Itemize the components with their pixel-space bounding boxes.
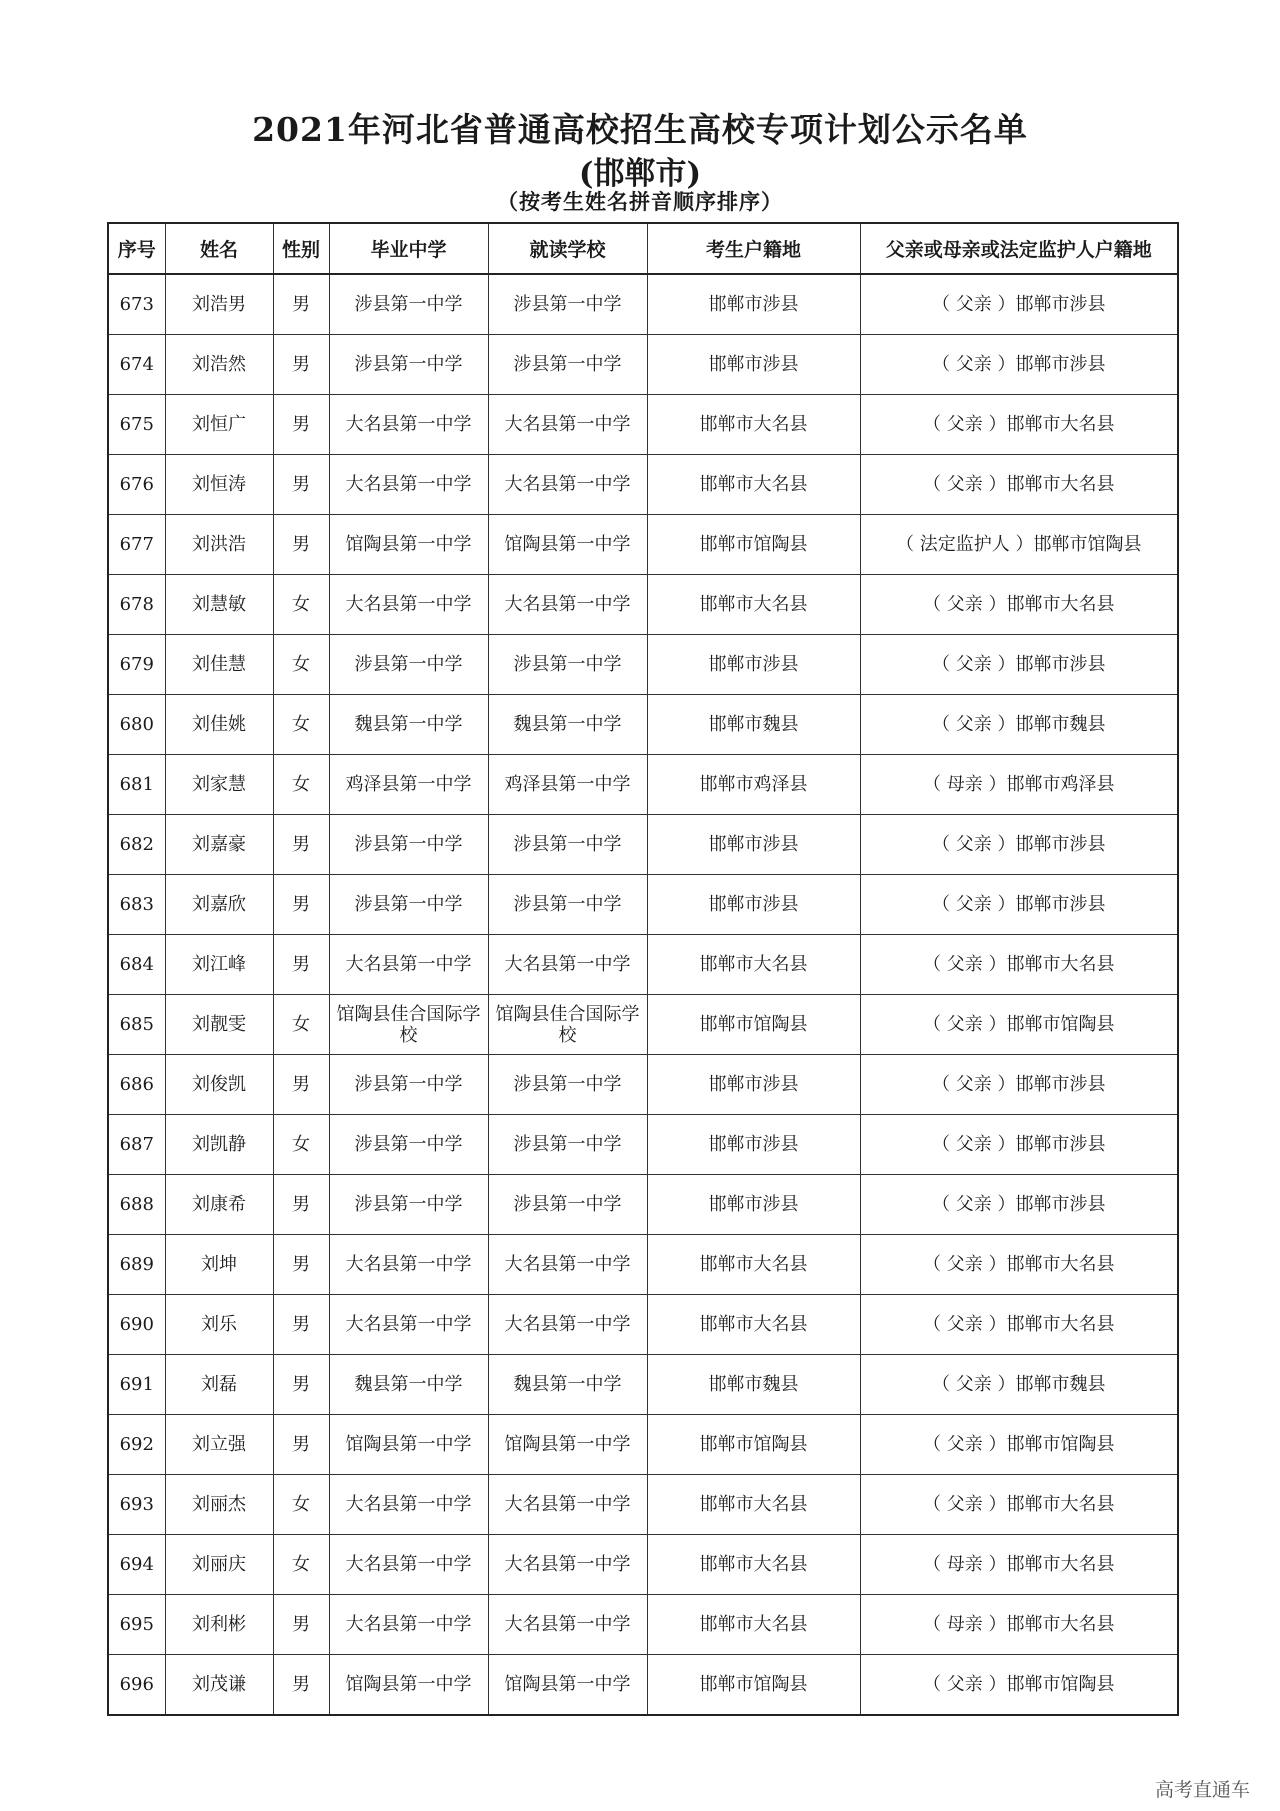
graduated-school-cell: 大名县第一中学: [329, 455, 488, 515]
gender-cell: 男: [273, 1055, 329, 1115]
graduated-school-cell: 魏县第一中学: [329, 695, 488, 755]
table-row: [108, 695, 1178, 755]
guardian-residence-cell: （ 母亲 ）邯郸市鸡泽县: [860, 755, 1178, 815]
current-school-cell: 大名县第一中学: [488, 395, 647, 455]
name-cell: 刘靓雯: [165, 995, 273, 1055]
serial-cell: 679: [108, 635, 165, 695]
student-residence-cell: 邯郸市馆陶县: [647, 1415, 860, 1475]
name-cell: 刘磊: [165, 1355, 273, 1415]
student-residence-cell: 邯郸市涉县: [647, 1175, 860, 1235]
name-cell: 刘浩男: [165, 274, 273, 335]
gender-cell: 女: [273, 995, 329, 1055]
table-row: [108, 1535, 1178, 1595]
graduated-school-cell: 涉县第一中学: [329, 875, 488, 935]
table-row: [108, 1115, 1178, 1175]
graduated-school-cell: 大名县第一中学: [329, 1535, 488, 1595]
student-residence-cell: 邯郸市魏县: [647, 1355, 860, 1415]
serial-cell: 690: [108, 1295, 165, 1355]
name-cell: 刘丽杰: [165, 1475, 273, 1535]
name-cell: 刘利彬: [165, 1595, 273, 1655]
name-cell: 刘江峰: [165, 935, 273, 995]
header-guardian-residence: 父亲或母亲或法定监护人户籍地: [860, 223, 1178, 274]
guardian-residence-cell: （ 父亲 ）邯郸市馆陶县: [860, 1655, 1178, 1716]
student-residence-cell: 邯郸市涉县: [647, 1055, 860, 1115]
serial-cell: 688: [108, 1175, 165, 1235]
current-school-cell: 大名县第一中学: [488, 1295, 647, 1355]
table-row: [108, 755, 1178, 815]
gender-cell: 男: [273, 1295, 329, 1355]
gender-cell: 男: [273, 515, 329, 575]
gender-cell: 女: [273, 1115, 329, 1175]
guardian-residence-cell: （ 父亲 ）邯郸市涉县: [860, 274, 1178, 335]
gender-cell: 男: [273, 335, 329, 395]
current-school-cell: 魏县第一中学: [488, 1355, 647, 1415]
graduated-school-cell: 涉县第一中学: [329, 1055, 488, 1115]
student-residence-cell: 邯郸市涉县: [647, 1115, 860, 1175]
graduated-school-cell: 涉县第一中学: [329, 635, 488, 695]
student-residence-cell: 邯郸市大名县: [647, 1475, 860, 1535]
student-residence-cell: 邯郸市鸡泽县: [647, 755, 860, 815]
guardian-residence-cell: （ 父亲 ）邯郸市大名县: [860, 455, 1178, 515]
table-row: [108, 635, 1178, 695]
graduated-school-cell: 大名县第一中学: [329, 1235, 488, 1295]
guardian-residence-cell: （ 父亲 ）邯郸市大名县: [860, 935, 1178, 995]
table-row: [108, 1415, 1178, 1475]
graduated-school-cell: 大名县第一中学: [329, 1295, 488, 1355]
name-cell: 刘俊凯: [165, 1055, 273, 1115]
table-body: [108, 274, 1178, 1715]
current-school-cell: 大名县第一中学: [488, 1475, 647, 1535]
name-cell: 刘恒广: [165, 395, 273, 455]
guardian-residence-cell: （ 父亲 ）邯郸市大名县: [860, 1475, 1178, 1535]
guardian-residence-cell: （ 父亲 ）邯郸市涉县: [860, 1115, 1178, 1175]
graduated-school-cell: 涉县第一中学: [329, 1115, 488, 1175]
table-row: [108, 335, 1178, 395]
gender-cell: 男: [273, 1655, 329, 1716]
header-serial: 序号: [108, 223, 165, 274]
serial-cell: 676: [108, 455, 165, 515]
current-school-cell: 馆陶县佳合国际学校: [488, 995, 647, 1055]
current-school-cell: 大名县第一中学: [488, 1535, 647, 1595]
table-row: [108, 1595, 1178, 1655]
guardian-residence-cell: （ 父亲 ）邯郸市涉县: [860, 335, 1178, 395]
table-row: [108, 875, 1178, 935]
student-residence-cell: 邯郸市大名县: [647, 575, 860, 635]
graduated-school-cell: 涉县第一中学: [329, 335, 488, 395]
guardian-residence-cell: （ 母亲 ）邯郸市大名县: [860, 1595, 1178, 1655]
document-title: 2021年河北省普通高校招生高校专项计划公示名单: [252, 110, 1028, 149]
table-row: [108, 575, 1178, 635]
guardian-residence-cell: （ 父亲 ）邯郸市大名县: [860, 1235, 1178, 1295]
serial-cell: 693: [108, 1475, 165, 1535]
table-row: [108, 1175, 1178, 1235]
serial-cell: 695: [108, 1595, 165, 1655]
name-cell: 刘佳慧: [165, 635, 273, 695]
name-cell: 刘嘉豪: [165, 815, 273, 875]
student-residence-cell: 邯郸市魏县: [647, 695, 860, 755]
student-residence-cell: 邯郸市大名县: [647, 1295, 860, 1355]
name-cell: 刘佳姚: [165, 695, 273, 755]
student-residence-cell: 邯郸市大名县: [647, 395, 860, 455]
gender-cell: 女: [273, 575, 329, 635]
serial-cell: 675: [108, 395, 165, 455]
graduated-school-cell: 大名县第一中学: [329, 575, 488, 635]
guardian-residence-cell: （ 父亲 ）邯郸市馆陶县: [860, 1415, 1178, 1475]
serial-cell: 673: [108, 274, 165, 335]
header-current-school: 就读学校: [488, 223, 647, 274]
gender-cell: 男: [273, 875, 329, 935]
gender-cell: 女: [273, 695, 329, 755]
student-residence-cell: 邯郸市大名县: [647, 1235, 860, 1295]
table-row: [108, 1055, 1178, 1115]
serial-cell: 680: [108, 695, 165, 755]
gender-cell: 男: [273, 1355, 329, 1415]
student-residence-cell: 邯郸市馆陶县: [647, 515, 860, 575]
current-school-cell: 涉县第一中学: [488, 1115, 647, 1175]
student-residence-cell: 邯郸市涉县: [647, 875, 860, 935]
table-header-row: [108, 223, 1178, 274]
table-row: [108, 935, 1178, 995]
table-row: [108, 515, 1178, 575]
student-residence-cell: 邯郸市大名县: [647, 455, 860, 515]
name-cell: 刘浩然: [165, 335, 273, 395]
student-residence-cell: 邯郸市涉县: [647, 335, 860, 395]
serial-cell: 691: [108, 1355, 165, 1415]
name-cell: 刘凯静: [165, 1115, 273, 1175]
serial-cell: 683: [108, 875, 165, 935]
table-row: [108, 455, 1178, 515]
header-student-residence: 考生户籍地: [647, 223, 860, 274]
gender-cell: 男: [273, 1595, 329, 1655]
table-row: [108, 1235, 1178, 1295]
current-school-cell: 鸡泽县第一中学: [488, 755, 647, 815]
guardian-residence-cell: （ 父亲 ）邯郸市涉县: [860, 1055, 1178, 1115]
current-school-cell: 馆陶县第一中学: [488, 1655, 647, 1716]
current-school-cell: 涉县第一中学: [488, 1175, 647, 1235]
graduated-school-cell: 大名县第一中学: [329, 935, 488, 995]
table-row: [108, 395, 1178, 455]
graduated-school-cell: 馆陶县第一中学: [329, 1415, 488, 1475]
name-cell: 刘坤: [165, 1235, 273, 1295]
current-school-cell: 涉县第一中学: [488, 335, 647, 395]
name-cell: 刘丽庆: [165, 1535, 273, 1595]
current-school-cell: 涉县第一中学: [488, 635, 647, 695]
guardian-residence-cell: （ 父亲 ）邯郸市涉县: [860, 875, 1178, 935]
student-residence-cell: 邯郸市涉县: [647, 274, 860, 335]
name-cell: 刘乐: [165, 1295, 273, 1355]
name-cell: 刘立强: [165, 1415, 273, 1475]
serial-cell: 678: [108, 575, 165, 635]
serial-cell: 682: [108, 815, 165, 875]
document-subtitle: (邯郸市): [578, 156, 702, 192]
current-school-cell: 涉县第一中学: [488, 815, 647, 875]
gender-cell: 男: [273, 395, 329, 455]
table-row: [108, 1655, 1178, 1716]
current-school-cell: 大名县第一中学: [488, 1595, 647, 1655]
graduated-school-cell: 馆陶县佳合国际学校: [329, 995, 488, 1055]
roster-table: [107, 222, 1179, 1716]
current-school-cell: 魏县第一中学: [488, 695, 647, 755]
header-name: 姓名: [165, 223, 273, 274]
watermark: 高考直通车: [1154, 1779, 1250, 1801]
serial-cell: 674: [108, 335, 165, 395]
guardian-residence-cell: （ 父亲 ）邯郸市涉县: [860, 815, 1178, 875]
graduated-school-cell: 馆陶县第一中学: [329, 1655, 488, 1716]
student-residence-cell: 邯郸市馆陶县: [647, 1655, 860, 1716]
gender-cell: 男: [273, 455, 329, 515]
table-row: [108, 1295, 1178, 1355]
student-residence-cell: 邯郸市涉县: [647, 815, 860, 875]
graduated-school-cell: 涉县第一中学: [329, 815, 488, 875]
guardian-residence-cell: （ 父亲 ）邯郸市大名县: [860, 1295, 1178, 1355]
name-cell: 刘康希: [165, 1175, 273, 1235]
guardian-residence-cell: （ 父亲 ）邯郸市涉县: [860, 1175, 1178, 1235]
guardian-residence-cell: （ 父亲 ）邯郸市馆陶县: [860, 995, 1178, 1055]
student-residence-cell: 邯郸市大名县: [647, 935, 860, 995]
current-school-cell: 大名县第一中学: [488, 575, 647, 635]
guardian-residence-cell: （ 父亲 ）邯郸市魏县: [860, 695, 1178, 755]
name-cell: 刘洪浩: [165, 515, 273, 575]
serial-cell: 687: [108, 1115, 165, 1175]
name-cell: 刘恒涛: [165, 455, 273, 515]
header-gender: 性别: [273, 223, 329, 274]
current-school-cell: 涉县第一中学: [488, 274, 647, 335]
student-residence-cell: 邯郸市馆陶县: [647, 995, 860, 1055]
serial-cell: 689: [108, 1235, 165, 1295]
name-cell: 刘家慧: [165, 755, 273, 815]
current-school-cell: 涉县第一中学: [488, 1055, 647, 1115]
table-row: [108, 1355, 1178, 1415]
serial-cell: 677: [108, 515, 165, 575]
graduated-school-cell: 大名县第一中学: [329, 1475, 488, 1535]
graduated-school-cell: 大名县第一中学: [329, 395, 488, 455]
graduated-school-cell: 鸡泽县第一中学: [329, 755, 488, 815]
gender-cell: 女: [273, 1535, 329, 1595]
serial-cell: 692: [108, 1415, 165, 1475]
gender-cell: 男: [273, 815, 329, 875]
guardian-residence-cell: （ 父亲 ）邯郸市大名县: [860, 395, 1178, 455]
sort-note: （按考生姓名拼音顺序排序）: [497, 189, 783, 214]
table-row: [108, 274, 1178, 335]
name-cell: 刘慧敏: [165, 575, 273, 635]
guardian-residence-cell: （ 父亲 ）邯郸市魏县: [860, 1355, 1178, 1415]
table-row: [108, 1475, 1178, 1535]
graduated-school-cell: 涉县第一中学: [329, 1175, 488, 1235]
student-residence-cell: 邯郸市大名县: [647, 1535, 860, 1595]
serial-cell: 694: [108, 1535, 165, 1595]
serial-cell: 685: [108, 995, 165, 1055]
current-school-cell: 大名县第一中学: [488, 455, 647, 515]
current-school-cell: 馆陶县第一中学: [488, 1415, 647, 1475]
current-school-cell: 馆陶县第一中学: [488, 515, 647, 575]
graduated-school-cell: 馆陶县第一中学: [329, 515, 488, 575]
graduated-school-cell: 魏县第一中学: [329, 1355, 488, 1415]
serial-cell: 681: [108, 755, 165, 815]
gender-cell: 女: [273, 755, 329, 815]
header-graduated-school: 毕业中学: [329, 223, 488, 274]
name-cell: 刘嘉欣: [165, 875, 273, 935]
graduated-school-cell: 大名县第一中学: [329, 1595, 488, 1655]
gender-cell: 男: [273, 1175, 329, 1235]
current-school-cell: 大名县第一中学: [488, 935, 647, 995]
serial-cell: 696: [108, 1655, 165, 1716]
table-row: [108, 995, 1178, 1055]
name-cell: 刘茂谦: [165, 1655, 273, 1716]
guardian-residence-cell: （ 母亲 ）邯郸市大名县: [860, 1535, 1178, 1595]
guardian-residence-cell: （ 法定监护人 ）邯郸市馆陶县: [860, 515, 1178, 575]
graduated-school-cell: 涉县第一中学: [329, 274, 488, 335]
gender-cell: 男: [273, 935, 329, 995]
gender-cell: 女: [273, 635, 329, 695]
current-school-cell: 大名县第一中学: [488, 1235, 647, 1295]
student-residence-cell: 邯郸市大名县: [647, 1595, 860, 1655]
serial-cell: 686: [108, 1055, 165, 1115]
table-row: [108, 815, 1178, 875]
gender-cell: 女: [273, 1475, 329, 1535]
guardian-residence-cell: （ 父亲 ）邯郸市涉县: [860, 635, 1178, 695]
serial-cell: 684: [108, 935, 165, 995]
gender-cell: 男: [273, 1235, 329, 1295]
gender-cell: 男: [273, 274, 329, 335]
student-residence-cell: 邯郸市涉县: [647, 635, 860, 695]
guardian-residence-cell: （ 父亲 ）邯郸市大名县: [860, 575, 1178, 635]
gender-cell: 男: [273, 1415, 329, 1475]
current-school-cell: 涉县第一中学: [488, 875, 647, 935]
